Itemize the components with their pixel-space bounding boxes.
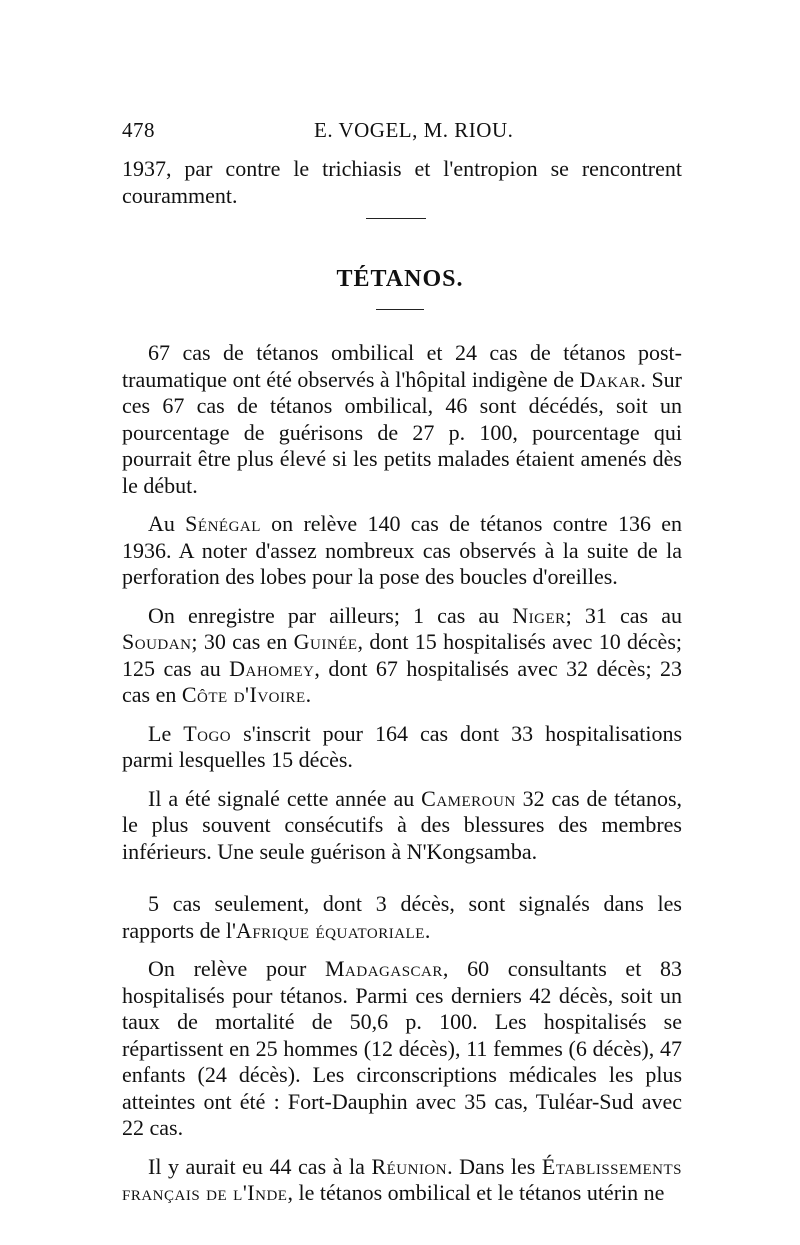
running-head-authors: E. VOGEL, M. RIOU. [314,118,514,142]
paragraph-dakar: 67 cas de tétanos ombilical et 24 cas de tétanos post-traumatique ont été observés à l'hôpital indigène de Dakar. Sur ces 67 cas de tétanos ombilical, 46 sont décédés, soit un pourcentage de guérisons de 27 p. 100, pourcentage qui pourrait être plus élevé si les petits malades étaient amenés dès le début. [122,340,682,498]
place-cameroun: Cameroun [421,785,516,811]
place-madagascar: Madagascar [324,956,443,981]
intro-block [122,156,682,209]
page-number: 478 [122,118,155,142]
paragraph-reunion-inde: Il y aurait eu 44 cas à la Réunion. Dans les Établissements français de l'Inde, le tétanos ombilical et le tétanos utérin ne [122,1153,683,1205]
place-togo: Togo [183,720,232,746]
intro-paragraph: 1937, par contre le trichiasis et l'entropion se rencontrent couramment. [122,156,682,208]
place-cote-divoire: Côte d'Ivoire [181,682,306,707]
paragraph-togo: Le Togo s'inscrit pour 164 cas dont 33 hospitalisations parmi lesquelles 15 décès. [122,720,683,772]
title-divider [376,309,424,310]
body-text [122,340,682,1207]
paragraph-senegal: Au Sénégal on relève 140 cas de tétanos contre 136 en 1936. A noter d'assez nombreux cas observés à la suite de la perforation des lobes pour la pose des boucles d'oreilles. [122,511,683,589]
top-divider [366,218,426,219]
place-dakar: Dakar [579,366,641,392]
place-etablissements-inde: Établissements français de l'Inde [122,1153,683,1205]
place-senegal: Sénégal [185,511,261,536]
paragraph-aef: 5 cas seulement, dont 3 décès, sont signalés dans les rapports de l'Afrique équatoriale. [122,891,682,943]
paragraph-madagascar: On relève pour Madagascar, 60 consultants et 83 hospitalisés pour tétanos. Parmi ces derniers 42 décès, soit un taux de mortalité de 50,6 p. 100. Les hospitalisés se répartissent en 25 hommes (12 décès), 11 femmes (6 décès), 47 enfants (24 décès). Les circonscriptions médicales les plus atteintes ont été : Fort-Dauphin avec 35 cas, Tuléar-Sud avec 22 cas. [122,956,682,1140]
running-head [122,118,682,144]
paragraph-west-africa: On enregistre par ailleurs; 1 cas au Niger; 31 cas au Soudan; 30 cas en Guinée, dont 15 hospitalisés avec 10 décès; 125 cas au Dahomey, dont 67 hospitalisés avec 32 décès; 23 cas en Côte d'Ivoire. [122,602,683,707]
section-title: TÉTANOS. [336,266,464,292]
place-niger: Niger [512,602,566,628]
place-reunion: Réunion [371,1153,448,1179]
place-afrique-equatoriale: Afrique équatoriale [235,917,425,943]
place-soudan: Soudan [122,629,192,654]
place-dahomey: Dahomey [229,655,315,681]
paragraph-cameroun: Il a été signalé cette année au Cameroun 32 cas de tétanos, le plus souvent consécutifs à des blessures des membres inférieurs. Une seule guérison à N'Kongsamba. [122,785,683,864]
place-guinee: Guinée [293,629,358,654]
